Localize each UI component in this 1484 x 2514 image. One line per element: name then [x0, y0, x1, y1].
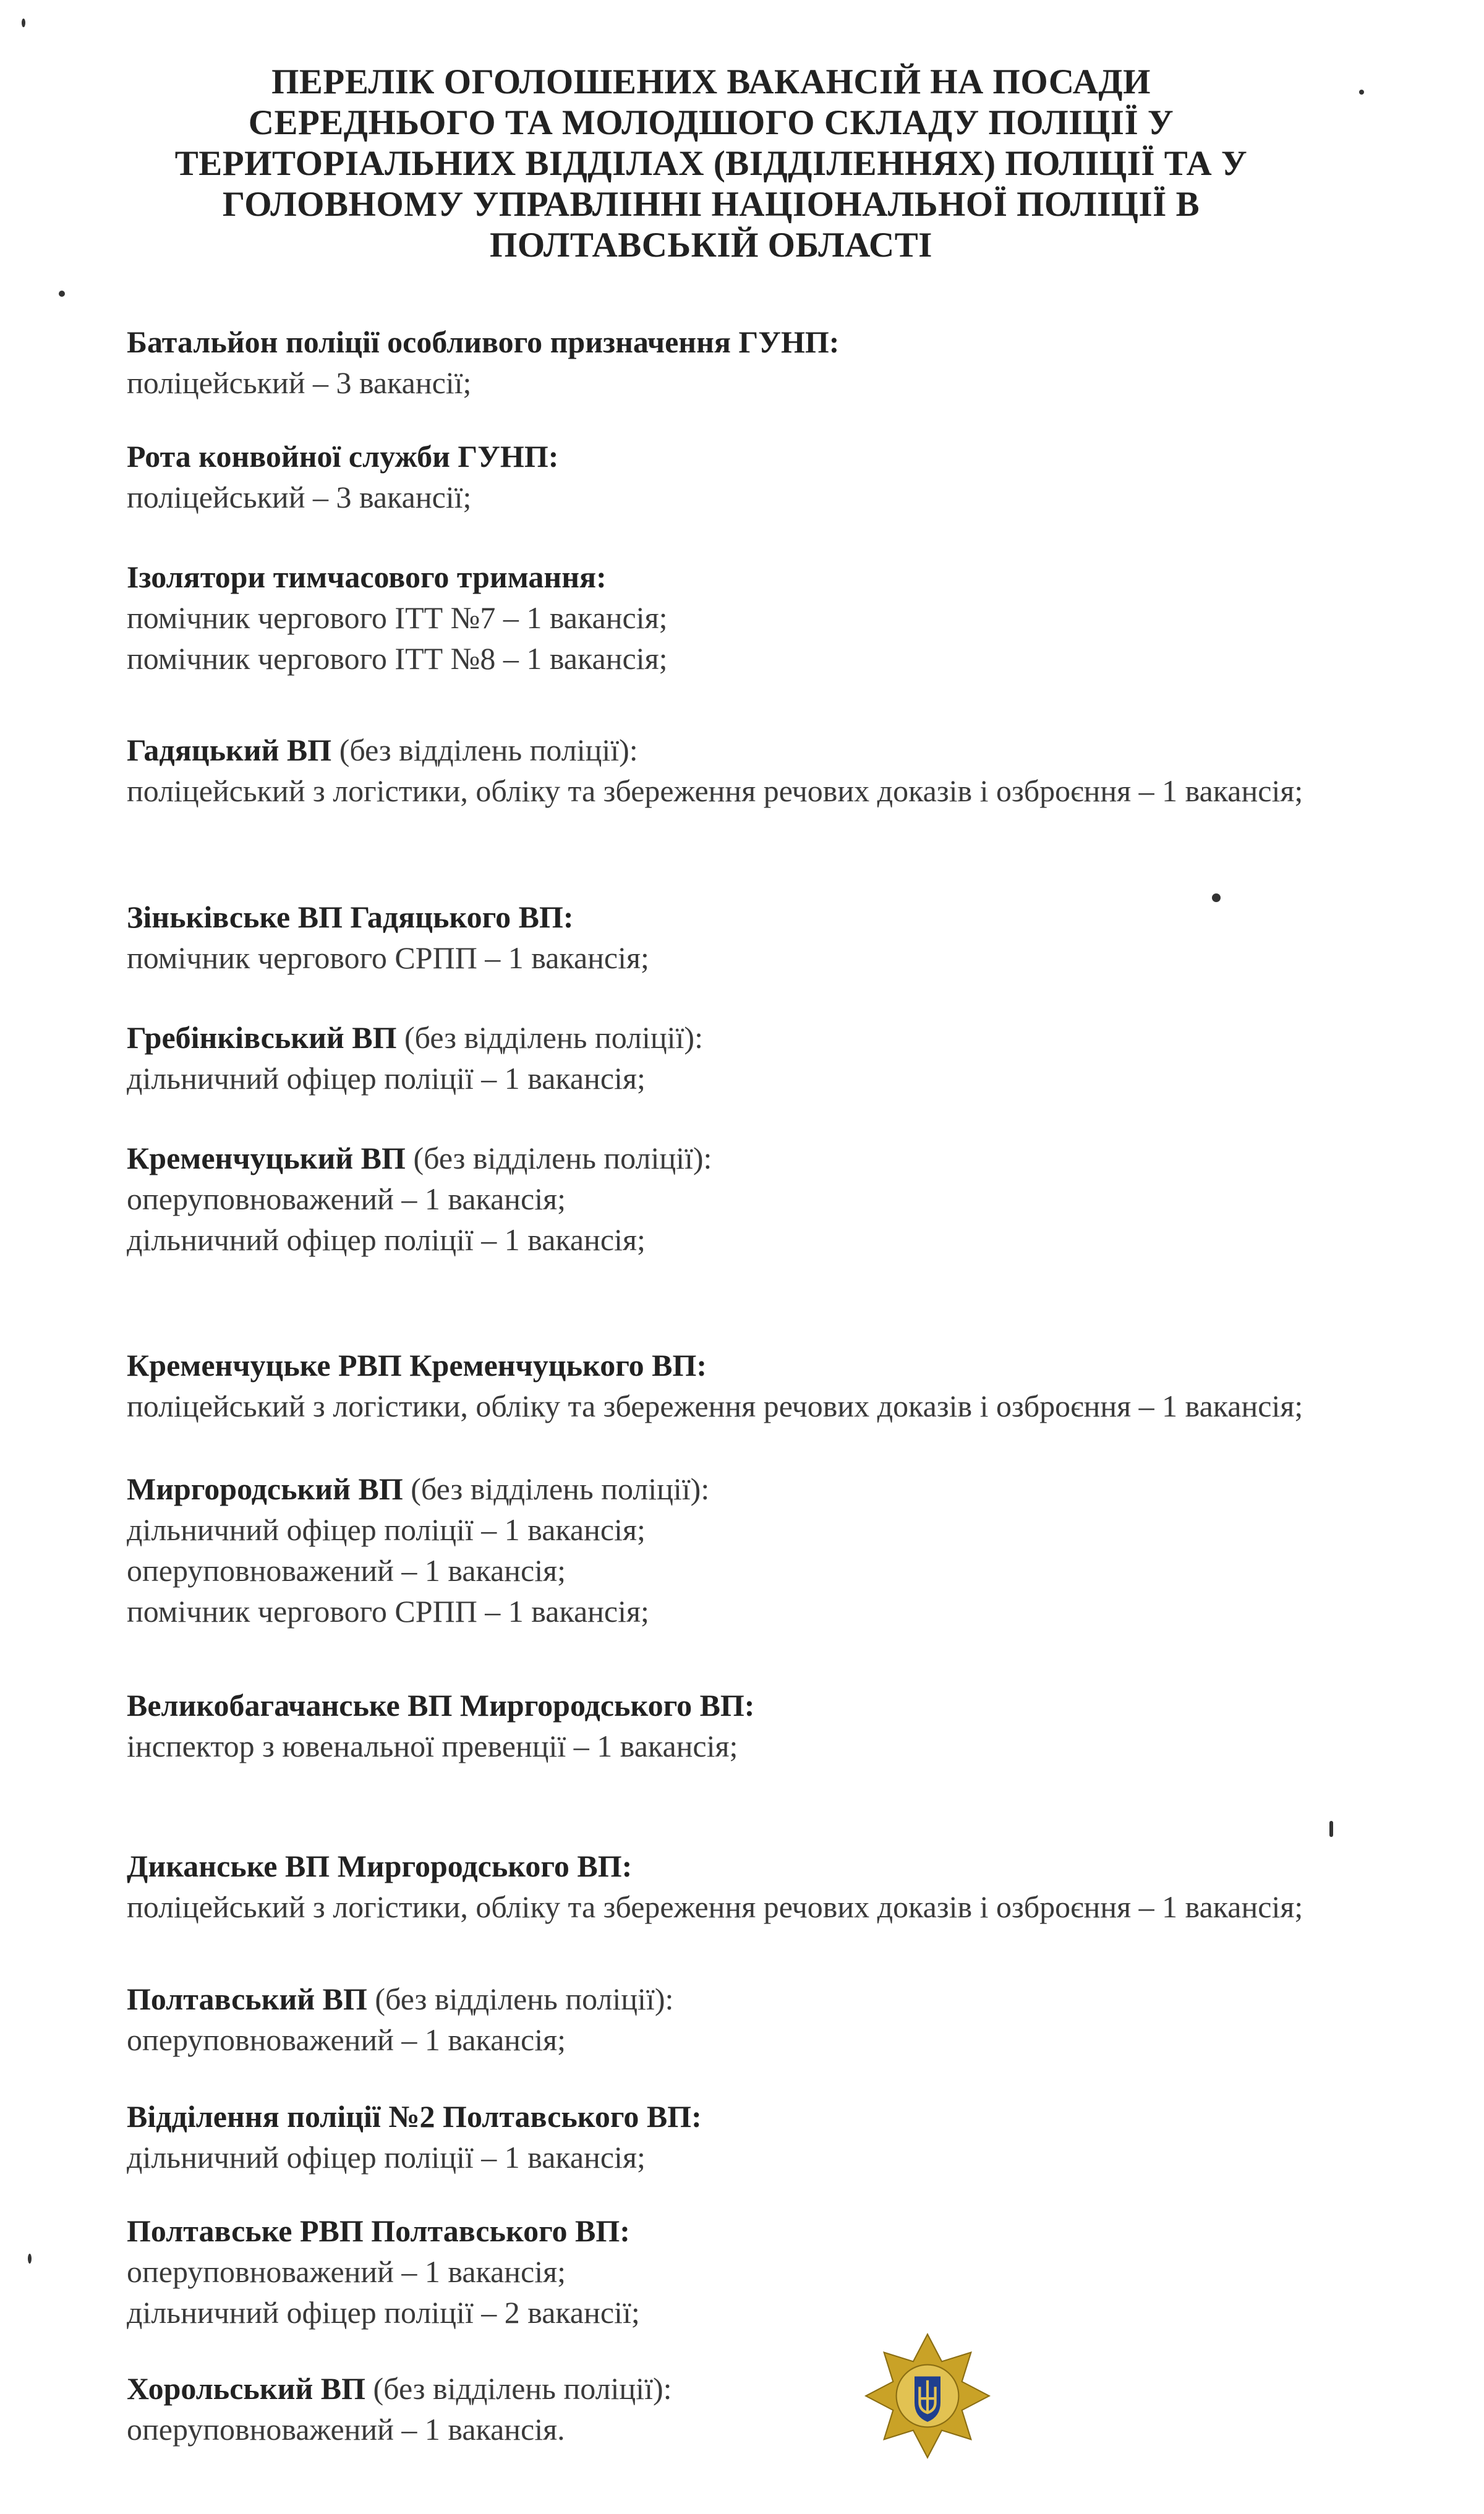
- vacancy-section: [127, 730, 1333, 811]
- vacancy-section: [127, 897, 649, 978]
- section-heading: [127, 1017, 703, 1058]
- title-line: ГОЛОВНОМУ УПРАВЛІННІ НАЦІОНАЛЬНОЇ ПОЛІЦІЇ В: [222, 185, 1200, 224]
- vacancy-section: [127, 1468, 709, 1632]
- section-heading: [127, 1846, 1333, 1886]
- unit-note: (без відділень поліції):: [331, 733, 638, 767]
- unit-note: (без відділень поліції):: [403, 1472, 710, 1506]
- scan-speck: [1212, 893, 1221, 902]
- vacancy-item: поліцейський з логістики, обліку та збереження речових доказів і озброєння – 1 вакансія;: [127, 773, 1303, 808]
- scan-speck: [1329, 1821, 1333, 1837]
- unit-name: Батальйон поліції особливого призначення ГУНП:: [127, 325, 840, 359]
- unit-name: Ізолятори тимчасового тримання:: [127, 560, 607, 594]
- vacancy-section: [127, 2210, 640, 2333]
- section-heading: [127, 897, 649, 937]
- scan-speck: [1359, 90, 1364, 95]
- unit-note: (без відділень поліції):: [367, 1982, 674, 2016]
- section-heading: [127, 2210, 640, 2251]
- section-heading: [127, 1685, 754, 1726]
- vacancy-item: інспектор з ювенальної превенції – 1 вакансія;: [127, 1729, 738, 1763]
- vacancy-item: дільничний офіцер поліції – 1 вакансія;: [127, 1061, 646, 1096]
- vacancy-section: [127, 1979, 673, 2060]
- section-heading: [127, 1345, 1333, 1386]
- unit-name: Рота конвойної служби ГУНП:: [127, 439, 559, 474]
- vacancy-item: помічник чергового СРПП – 1 вакансія;: [127, 940, 649, 975]
- title-line: СЕРЕДНЬОГО ТА МОЛОДШОГО СКЛАДУ ПОЛІЦІЇ У: [248, 103, 1174, 142]
- vacancy-section: [127, 2096, 702, 2178]
- vacancy-section: [127, 1017, 703, 1099]
- unit-name: Полтавське РВП Полтавського ВП:: [127, 2214, 630, 2248]
- title-line: ПОЛТАВСЬКІЙ ОБЛАСТІ: [490, 226, 932, 265]
- vacancy-section: [127, 1345, 1333, 1426]
- scan-speck: [59, 291, 65, 297]
- unit-note: (без відділень поліції):: [405, 1141, 712, 1175]
- vacancy-item: поліцейський – 3 вакансії;: [127, 480, 472, 514]
- unit-name: Великобагачанське ВП Миргородського ВП:: [127, 1688, 755, 1723]
- vacancy-item: поліцейський з логістики, обліку та збереження речових доказів і озброєння – 1 вакансія;: [127, 1890, 1303, 1924]
- vacancy-item: оперуповноважений – 1 вакансія;: [127, 1182, 566, 1216]
- vacancy-item: дільничний офіцер поліції – 1 вакансія;: [127, 2140, 646, 2175]
- title-line: ПЕРЕЛІК ОГОЛОШЕНИХ ВАКАНСІЙ НА ПОСАДИ: [271, 62, 1151, 101]
- document-title: [148, 62, 1274, 266]
- unit-name: Відділення поліції №2 Полтавського ВП:: [127, 2099, 702, 2134]
- vacancy-item: дільничний офіцер поліції – 1 вакансія;: [127, 1512, 646, 1547]
- section-heading: [127, 2096, 702, 2137]
- scan-speck: [28, 2254, 32, 2264]
- vacancy-section: [127, 2368, 672, 2450]
- title-line: ТЕРИТОРІАЛЬНИХ ВІДДІЛАХ (ВІДДІЛЕННЯХ) ПОЛІЦІЇ ТА У: [174, 144, 1248, 183]
- vacancy-item: дільничний офіцер поліції – 2 вакансії;: [127, 2295, 640, 2330]
- vacancy-item: дільничний офіцер поліції – 1 вакансія;: [127, 1222, 646, 1257]
- vacancy-item: поліцейський з логістики, обліку та збереження речових доказів і озброєння – 1 вакансія;: [127, 1389, 1303, 1423]
- unit-name: Полтавський ВП: [127, 1982, 367, 2016]
- unit-name: Кременчуцький ВП: [127, 1141, 406, 1175]
- section-heading: [127, 556, 667, 597]
- vacancy-section: [127, 1138, 712, 1260]
- vacancy-section: [127, 322, 839, 403]
- vacancy-item: поліцейський – 3 вакансії;: [127, 365, 472, 400]
- section-heading: [127, 2368, 672, 2409]
- vacancy-item: помічник чергового ІТТ №8 – 1 вакансія;: [127, 641, 668, 676]
- section-heading: [127, 730, 1333, 770]
- vacancy-item: оперуповноважений – 1 вакансія;: [127, 1553, 566, 1588]
- unit-name: Гребінківський ВП: [127, 1020, 397, 1055]
- police-star-emblem-icon: [863, 2331, 992, 2461]
- scan-speck: [22, 19, 25, 27]
- vacancy-item: помічник чергового СРПП – 1 вакансія;: [127, 1594, 649, 1629]
- unit-name: Гадяцький ВП: [127, 733, 332, 767]
- section-heading: [127, 322, 839, 362]
- vacancy-section: [127, 436, 558, 518]
- section-heading: [127, 1468, 709, 1509]
- vacancy-item: оперуповноважений – 1 вакансія;: [127, 2254, 566, 2289]
- section-heading: [127, 436, 558, 477]
- unit-note: (без відділень поліції):: [365, 2371, 672, 2406]
- unit-name: Хорольський ВП: [127, 2371, 366, 2406]
- unit-name: Миргородський ВП: [127, 1472, 403, 1506]
- vacancy-section: [127, 1685, 754, 1766]
- section-heading: [127, 1979, 673, 2019]
- unit-note: (без відділень поліції):: [396, 1020, 703, 1055]
- vacancy-section: [127, 556, 667, 679]
- unit-name: Диканське ВП Миргородського ВП:: [127, 1849, 633, 1883]
- vacancy-item: оперуповноважений – 1 вакансія.: [127, 2412, 565, 2447]
- vacancy-item: помічник чергового ІТТ №7 – 1 вакансія;: [127, 600, 668, 635]
- unit-name: Зіньківське ВП Гадяцького ВП:: [127, 900, 574, 934]
- unit-name: Кременчуцьке РВП Кременчуцького ВП:: [127, 1348, 707, 1383]
- vacancy-item: оперуповноважений – 1 вакансія;: [127, 2022, 566, 2057]
- section-heading: [127, 1138, 712, 1178]
- vacancy-section: [127, 1846, 1333, 1927]
